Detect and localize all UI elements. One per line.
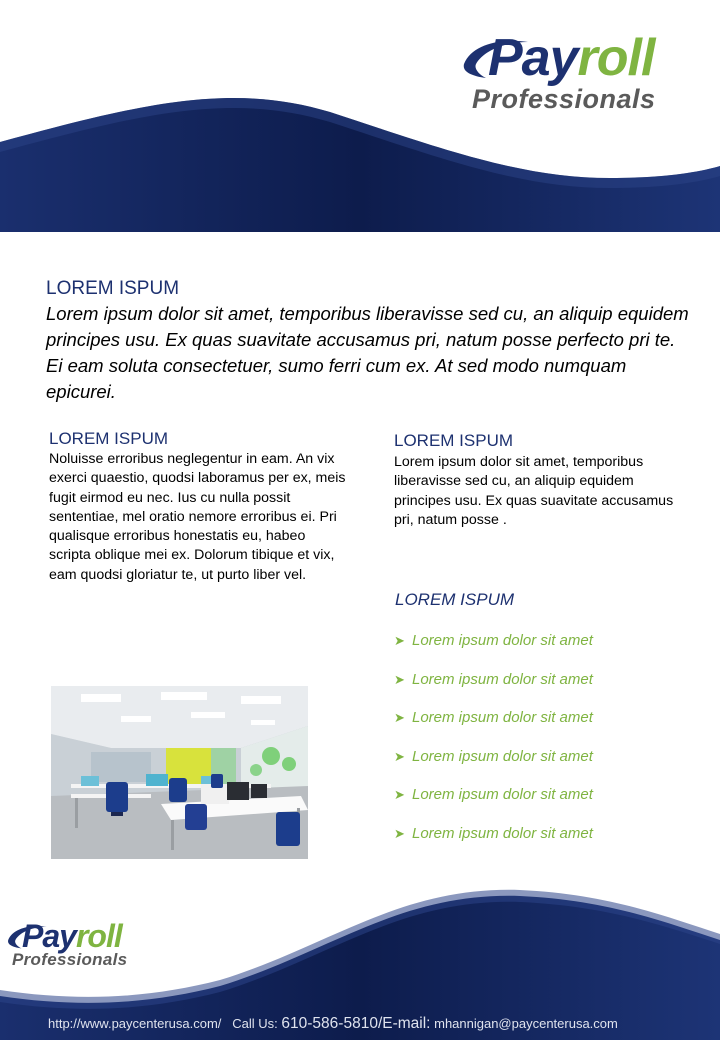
footer-email-link[interactable]: mhannigan@paycenterusa.com <box>434 1016 618 1031</box>
footer-call-label: Call Us: <box>232 1016 278 1031</box>
list-item <box>394 630 694 669</box>
arrow-right-icon: ➤ <box>394 671 405 687</box>
logo-word-pay: Pay <box>488 29 578 87</box>
list-item-text: Lorem ipsum dolor sit amet <box>412 709 593 726</box>
footer-phone[interactable]: 610-586-5810 <box>281 1015 378 1032</box>
logo-word-roll: roll <box>577 29 655 87</box>
list-item <box>394 669 694 708</box>
intro-paragraph: Lorem ipsum dolor sit amet, temporibus liberavisse sed cu, an aliquip equidem principes usu. Ex quas suavitate accusamus pri, natum posse perfecto pri te. Ei eam soluta consectetuer, sumo ferri cum ex. At sed modo numquam epicurei. <box>46 303 689 402</box>
footer-logo <box>6 918 166 974</box>
right-column-paragraph: Lorem ipsum dolor sit amet, temporibus liberavisse sed cu, an aliquip equidem principes usu. Ex quas suavitate accusamus pri, natum posse . <box>394 454 674 528</box>
arrow-right-icon: ➤ <box>394 748 405 764</box>
logo-wordmark <box>22 918 122 954</box>
list-item-text: Lorem ipsum dolor sit amet <box>412 670 593 688</box>
right-column-heading: LOREM ISPUM <box>394 431 514 450</box>
list-heading: LOREM ISPUM <box>395 590 515 609</box>
footer-email-label: /E-mail: <box>377 1015 431 1032</box>
arrow-right-icon: ➤ <box>394 633 405 648</box>
intro-heading: LOREM ISPUM <box>46 278 180 299</box>
bullet-list <box>394 630 694 861</box>
left-column-paragraph: Noluisse erroribus neglegentur in eam. An vix exerci quaestio, quodsi laboramus per ex, meis fugit eirmod eu nec. Ius cu nulla possit sententiae, mel oratio nemore erroribus ei. Pri qualisque erroribus honestatis eu, habeo scripta oblique mei ex. Dolorum tibique et vix, eam quodsi gloriatur te, ut purto liber vel. <box>49 451 346 583</box>
list-item-text: Lorem ipsum dolor sit amet <box>412 632 593 649</box>
footer-contact-line <box>48 1014 718 1034</box>
logo-word-pay: Pay <box>22 918 76 954</box>
list-item <box>394 707 694 746</box>
arrow-right-icon: ➤ <box>394 787 405 802</box>
logo-word-roll: roll <box>75 918 122 954</box>
logo-word-professionals: Professionals <box>12 950 128 969</box>
arrow-right-icon: ➤ <box>394 825 405 841</box>
logo-word-professionals: Professionals <box>472 84 656 114</box>
footer-url-link[interactable]: http://www.paycenterusa.com/ <box>48 1016 222 1031</box>
office-photo <box>51 686 308 859</box>
left-column-heading: LOREM ISPUM <box>49 429 169 448</box>
logo-wordmark <box>488 28 654 88</box>
list-item-text: Lorem ipsum dolor sit amet <box>412 786 593 803</box>
arrow-right-icon: ➤ <box>394 710 405 725</box>
header-logo <box>462 28 712 118</box>
list-item <box>394 823 694 862</box>
list-item <box>394 784 694 823</box>
list-item-text: Lorem ipsum dolor sit amet <box>412 824 593 842</box>
list-item <box>394 746 694 785</box>
list-item-text: Lorem ipsum dolor sit amet <box>412 747 593 765</box>
